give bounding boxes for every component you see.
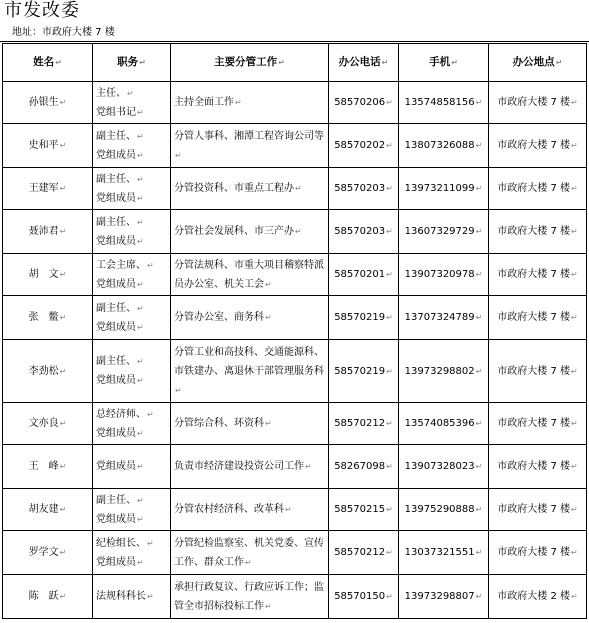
paragraph-mark: ↵ [475,419,483,428]
header-duties: 主要分管工作↵ [171,44,329,82]
divider [0,41,589,42]
cell-name: 张 鳖↵ [3,296,93,340]
paragraph-mark: ↵ [245,557,252,567]
cell-office-phone: 58267098↵ [329,445,399,489]
position-line: 副主任、 [96,356,136,367]
paragraph-mark: ↵ [127,88,134,98]
paragraph-mark: ↵ [137,557,144,567]
paragraph-mark: ↵ [386,505,393,514]
cell-mobile: 13037321551↵ [399,531,489,575]
cell-mobile: 13907320978↵ [399,254,489,296]
cell-location: 市政府大楼 7 楼↵ [489,82,587,124]
table-row [3,296,587,340]
position-line: 党组成员 [96,461,136,472]
header-position: 职务↵ [93,44,171,82]
paragraph-mark: ↵ [475,462,483,471]
paragraph-mark: ↵ [475,184,483,193]
cell-mobile: 13973298807↵ [399,575,489,619]
position-line: 副主任、 [96,302,136,314]
cell-office-phone: 58570219↵ [329,340,399,403]
paragraph-mark: ↵ [137,236,144,246]
paragraph-mark: ↵ [386,227,393,236]
cell-position [93,403,171,445]
header-mobile: 手机↵ [399,44,489,82]
position-line: 党组书记 [96,106,136,118]
position-line: 党组成员 [96,278,136,290]
paragraph-mark: ↵ [175,385,182,395]
position-line: 法规科科长 [96,591,146,602]
paragraph-mark: ↵ [571,592,578,601]
paragraph-mark: ↵ [285,505,292,514]
paragraph-mark: ↵ [137,279,144,289]
position-line: 副主任、 [96,216,136,228]
cell-office-phone: 58570202↵ [329,124,399,168]
cell-duties: 分管法规科、市重大项目稽察特派员办公室、机关工会↵ [171,254,329,296]
paragraph-mark: ↵ [59,184,67,193]
cell-location: 市政府大楼 2 楼↵ [489,575,587,619]
paragraph-mark: ↵ [137,428,144,438]
position-line: 总经济师、 [96,408,146,420]
paragraph-mark: ↵ [137,131,144,141]
position-line: 党组成员 [96,513,136,525]
position-line: 党组成员 [96,149,136,161]
cell-position [93,489,171,531]
cell-mobile: 13907328023↵ [399,445,489,489]
cell-office-phone: 58570203↵ [329,168,399,210]
paragraph-mark: ↵ [386,98,393,107]
table-row [3,168,587,210]
paragraph-mark: ↵ [475,313,483,322]
cell-office-phone: 58570215↵ [329,489,399,531]
cell-name: 聂沛君↵ [3,210,93,254]
staff-table [2,43,587,619]
cell-mobile: 13973211099↵ [399,168,489,210]
cell-office-phone: 58570206↵ [329,82,399,124]
paragraph-mark: ↵ [175,150,182,160]
paragraph-mark: ↵ [137,462,144,471]
page-title: 市发改委 [4,0,80,21]
paragraph-mark: ↵ [265,279,272,289]
table-row [3,210,587,254]
table-row [3,340,587,403]
cell-office-phone: 58570212↵ [329,531,399,575]
position-line: 副主任、 [96,130,136,142]
paragraph-mark: ↵ [386,366,393,376]
cell-location: 市政府大楼 7 楼↵ [489,168,587,210]
cell-office-phone: 58570212↵ [329,403,399,445]
cell-name: 胡 文↵ [3,254,93,296]
position-line: 党组成员 [96,556,136,568]
paragraph-mark: ↵ [571,462,578,471]
position-line: 党组成员 [96,235,136,247]
paragraph-mark: ↵ [265,601,272,611]
paragraph-mark: ↵ [59,270,67,279]
paragraph-mark: ↵ [137,303,144,313]
cell-name: 文亦良↵ [3,403,93,445]
paragraph-mark: ↵ [265,419,272,428]
cell-location: 市政府大楼 7 楼↵ [489,445,587,489]
paragraph-mark: ↵ [386,184,393,193]
header-name: 姓名↵ [3,44,93,82]
paragraph-mark: ↵ [59,462,67,471]
cell-position [93,531,171,575]
paragraph-mark: ↵ [59,313,67,322]
address-line: 地址：市政府大楼 7 楼 [12,27,115,38]
paragraph-mark: ↵ [386,141,393,150]
cell-duties: 分管纪检监察室、机关党委、宣传工作、群众工作↵ [171,531,329,575]
cell-office-phone: 58570150↵ [329,575,399,619]
cell-office-phone: 58570203↵ [329,210,399,254]
cell-position [93,254,171,296]
paragraph-mark: ↵ [137,107,144,117]
paragraph-mark: ↵ [137,322,144,332]
cell-location: 市政府大楼 7 楼↵ [489,403,587,445]
paragraph-mark: ↵ [475,366,483,376]
paragraph-mark: ↵ [386,313,393,322]
paragraph-mark: ↵ [137,217,144,227]
table-header-row [3,44,587,82]
cell-office-phone: 58570219↵ [329,296,399,340]
cell-name: 罗学文↵ [3,531,93,575]
cell-mobile: 13973298802↵ [399,340,489,403]
paragraph-mark: ↵ [295,184,302,193]
cell-mobile: 13574858156↵ [399,82,489,124]
cell-name: 孙银生↵ [3,82,93,124]
header-office-phone: 办公电话↵ [329,44,399,82]
paragraph-mark: ↵ [137,174,144,184]
table-row [3,403,587,445]
table-row [3,82,587,124]
paragraph-mark: ↵ [137,376,144,385]
paragraph-mark: ↵ [59,227,67,236]
paragraph-mark: ↵ [59,98,67,107]
cell-duties: 分管社会发展科、市三产办↵ [171,210,329,254]
cell-mobile: 13807326088↵ [399,124,489,168]
paragraph-mark: ↵ [147,538,154,548]
cell-duties: 分管人事科、湘潭工程咨询公司等↵ [171,124,329,168]
cell-mobile: 13975290888↵ [399,489,489,531]
paragraph-mark: ↵ [475,270,483,279]
paragraph-mark: ↵ [571,548,578,557]
paragraph-mark: ↵ [147,260,154,270]
paragraph-mark: ↵ [475,592,483,601]
position-line: 副主任、 [96,173,136,185]
cell-location: 市政府大楼 7 楼↵ [489,489,587,531]
paragraph-mark: ↵ [137,495,144,505]
cell-duties: 分管工业和高技科、交通能源科、市铁建办、离退休干部管理服务科↵ [171,340,329,403]
cell-location: 市政府大楼 7 楼↵ [489,340,587,403]
paragraph-mark: ↵ [475,505,483,514]
paragraph-mark: ↵ [59,548,67,557]
paragraph-mark: ↵ [571,184,578,193]
position-line: 党组成员 [96,321,136,333]
paragraph-mark: ↵ [235,98,242,107]
paragraph-mark: ↵ [137,193,144,203]
cell-position [93,340,171,403]
table-row [3,254,587,296]
table-row [3,575,587,619]
cell-position [93,124,171,168]
paragraph-mark: ↵ [137,150,144,160]
position-line: 党组成员 [96,427,136,439]
position-line: 党组成员 [96,192,136,204]
paragraph-mark: ↵ [386,270,393,279]
cell-position [93,210,171,254]
paragraph-mark: ↵ [571,505,578,514]
position-line: 副主任、 [96,494,136,506]
table-row [3,445,587,489]
paragraph-mark: ↵ [386,548,393,557]
paragraph-mark: ↵ [147,592,154,601]
cell-duties: 主持全面工作↵ [171,82,329,124]
cell-name: 王 峰↵ [3,445,93,489]
cell-position [93,168,171,210]
header-location: 办公地点↵ [489,44,587,82]
paragraph-mark: ↵ [137,514,144,524]
cell-duties: 负责市经济建设投资公司工作↵ [171,445,329,489]
cell-location: 市政府大楼 7 楼↵ [489,210,587,254]
cell-name: 陈 跃↵ [3,575,93,619]
paragraph-mark: ↵ [59,505,67,514]
paragraph-mark: ↵ [571,141,578,150]
position-line: 主任、 [96,87,126,99]
cell-position [93,296,171,340]
table-row [3,531,587,575]
paragraph-mark: ↵ [59,366,67,376]
cell-location: 市政府大楼 7 楼↵ [489,296,587,340]
paragraph-mark: ↵ [571,98,578,107]
paragraph-mark: ↵ [147,409,154,419]
paragraph-mark: ↵ [475,548,483,557]
cell-duties: 分管投资科、市重点工程办↵ [171,168,329,210]
cell-location: 市政府大楼 7 楼↵ [489,124,587,168]
cell-position [93,575,171,619]
paragraph-mark: ↵ [295,227,302,236]
cell-office-phone: 58570201↵ [329,254,399,296]
table-row [3,489,587,531]
paragraph-mark: ↵ [386,592,393,601]
paragraph-mark: ↵ [571,227,578,236]
cell-location: 市政府大楼 7 楼↵ [489,531,587,575]
paragraph-mark: ↵ [475,141,483,150]
position-line: 党组成员 [96,375,136,386]
position-line: 工会主席、 [96,259,146,271]
paragraph-mark: ↵ [475,98,483,107]
paragraph-mark: ↵ [59,141,67,150]
paragraph-mark: ↵ [386,419,393,428]
cell-position [93,445,171,489]
cell-name: 史和平↵ [3,124,93,168]
cell-duties: 承担行政复议、行政应诉工作；监管全市招标投标工作↵ [171,575,329,619]
paragraph-mark: ↵ [59,419,67,428]
cell-duties: 分管农村经济科、改革科↵ [171,489,329,531]
cell-duties: 分管综合科、环资科↵ [171,403,329,445]
cell-name: 王建军↵ [3,168,93,210]
paragraph-mark: ↵ [571,270,578,279]
position-line: 纪检组长、 [96,537,146,549]
cell-mobile: 13707324789↵ [399,296,489,340]
paragraph-mark: ↵ [571,313,578,322]
paragraph-mark: ↵ [475,227,483,236]
paragraph-mark: ↵ [386,462,393,471]
paragraph-mark: ↵ [571,419,578,428]
cell-name: 胡友建↵ [3,489,93,531]
paragraph-mark: ↵ [59,592,67,601]
cell-mobile: 13607329729↵ [399,210,489,254]
paragraph-mark: ↵ [265,313,272,322]
cell-duties: 分管办公室、商务科↵ [171,296,329,340]
paragraph-mark: ↵ [305,462,312,471]
cell-mobile: 13574085396↵ [399,403,489,445]
table-row [3,124,587,168]
cell-position [93,82,171,124]
cell-location: 市政府大楼 7 楼↵ [489,254,587,296]
cell-name: 李劲松↵ [3,340,93,403]
paragraph-mark: ↵ [571,366,578,376]
paragraph-mark: ↵ [137,357,144,366]
